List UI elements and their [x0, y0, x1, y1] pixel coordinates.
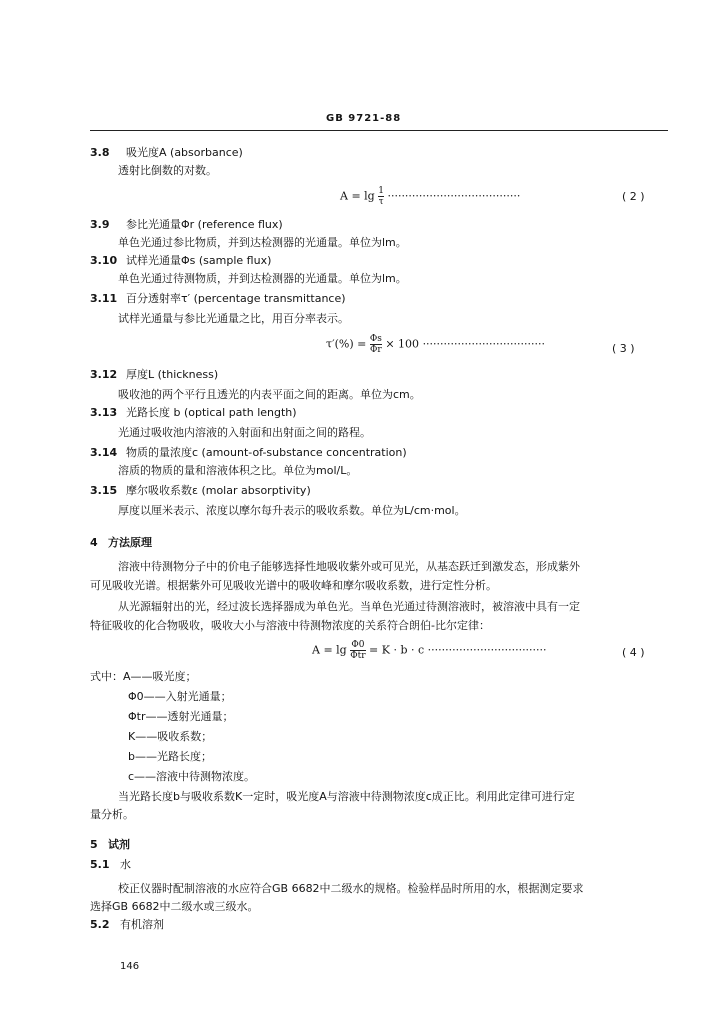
definition: 单色光通过参比物质，并到达检测器的光通量。单位为lm。: [118, 236, 407, 249]
clause-number: 3.12: [90, 368, 118, 381]
where-item: K——吸收系数；: [128, 730, 213, 743]
paragraph-line: 校正仪器时配制溶液的水应符合GB 6682中二级水的规格。检验样品时所用的水，根据测定要求: [118, 882, 584, 895]
clause-number: 3.11: [90, 292, 118, 305]
paragraph-line: 选择GB 6682中二级水或三级水。: [90, 900, 259, 913]
leader-dots: ···································: [422, 337, 545, 351]
equation-number: ( 2 ): [622, 190, 645, 203]
fraction: [378, 186, 384, 207]
equation-4: [312, 640, 547, 661]
where-item: c——溶液中待测物浓度。: [128, 770, 256, 783]
term: 物质的量浓度c (amount-of-substance concentration): [126, 446, 407, 459]
where-intro: 式中：A——吸光度；: [90, 670, 197, 683]
clause-number: 3.14: [90, 446, 118, 459]
fraction: [370, 334, 382, 355]
section-number: 4: [90, 536, 98, 549]
equation-number: ( 4 ): [622, 646, 645, 659]
numerator: Φ0: [351, 640, 365, 650]
paragraph-line: 从光源辐射出的光，经过波长选择器成为单色光。当单色光通过待测溶液时，被溶液中具有一定: [118, 600, 580, 613]
clause-title: 有机溶剂: [120, 918, 164, 931]
section-title: 试剂: [108, 838, 130, 851]
term: 试样光通量Φs (sample flux): [126, 254, 272, 267]
clause-number: 5.1: [90, 858, 110, 871]
equation-lhs: τ′(%) =: [326, 337, 367, 351]
paragraph-line: 溶液中待测物分子中的价电子能够选择性地吸收紫外或可见光，从基态跃迁到激发态，形成紫外: [118, 560, 580, 573]
term: 摩尔吸收系数ε (molar absorptivity): [126, 484, 311, 497]
equation-3: [326, 334, 545, 355]
definition: 透射比倒数的对数。: [118, 164, 217, 177]
clause-number: 3.15: [90, 484, 118, 497]
where-item: Φ0——入射光通量；: [128, 690, 232, 703]
definition: 试样光通量与参比光通量之比，用百分率表示。: [118, 312, 349, 325]
equation-2: [340, 186, 520, 207]
equation-lhs: A = lg: [340, 189, 375, 203]
leader-dots: ······································: [387, 189, 521, 203]
paragraph-line: 量分析。: [90, 808, 134, 821]
numerator: 1: [378, 186, 384, 196]
term: 厚度L (thickness): [126, 368, 219, 381]
where-item: Φtr——透射光通量；: [128, 710, 234, 723]
clause-number: 3.8: [90, 146, 110, 159]
definition: 厚度以厘米表示、浓度以摩尔每升表示的吸收系数。单位为L/cm·mol。: [118, 504, 466, 517]
definition: 溶质的物质的量和溶液体积之比。单位为mol/L。: [118, 464, 358, 477]
term: 百分透射率τ′ (percentage transmittance): [126, 292, 346, 305]
denominator: Φtr: [350, 651, 366, 661]
clause-number: 3.13: [90, 406, 118, 419]
section-number: 5: [90, 838, 98, 851]
equation-number: ( 3 ): [612, 342, 635, 355]
paragraph-line: 特征吸收的化合物吸收，吸收大小与溶液中待测物浓度的关系符合朗伯-比尔定律：: [90, 619, 490, 632]
header-rule: [90, 130, 668, 131]
term: 光路长度 b (optical path length): [126, 406, 297, 419]
clause-number: 3.10: [90, 254, 118, 267]
clause-title: 水: [120, 858, 131, 871]
denominator: τ: [378, 197, 384, 207]
definition: 光通过吸收池内溶液的入射面和出射面之间的路程。: [118, 426, 371, 439]
paragraph-line: 当光路长度b与吸收系数K一定时，吸光度A与溶液中待测物浓度c成正比。利用此定律可进行定: [118, 790, 575, 803]
equation-lhs: A = lg: [312, 643, 347, 657]
fraction: [350, 640, 365, 661]
paragraph-line: 可见吸收光谱。根据紫外可见吸收光谱中的吸收峰和摩尔吸收系数，进行定性分析。: [90, 579, 497, 592]
section-title: 方法原理: [108, 536, 152, 549]
term: 吸光度A (absorbance): [126, 146, 243, 159]
where-item: b——光路长度；: [128, 750, 212, 763]
numerator: Φs: [369, 334, 382, 344]
page-header: GB 9721-88: [326, 113, 402, 124]
denominator: Φr: [370, 345, 382, 355]
term: 参比光通量Φr (reference flux): [126, 218, 283, 231]
page-number: 146: [120, 961, 140, 972]
equation-rhs: = K · b · c: [369, 643, 425, 657]
definition: 单色光通过待测物质，并到达检测器的光通量。单位为lm。: [118, 272, 407, 285]
definition: 吸收池的两个平行且透光的内表平面之间的距离。单位为cm。: [118, 388, 421, 401]
clause-number: 5.2: [90, 918, 110, 931]
equation-rhs: × 100: [385, 337, 420, 351]
leader-dots: ··································: [427, 643, 547, 657]
clause-number: 3.9: [90, 218, 110, 231]
